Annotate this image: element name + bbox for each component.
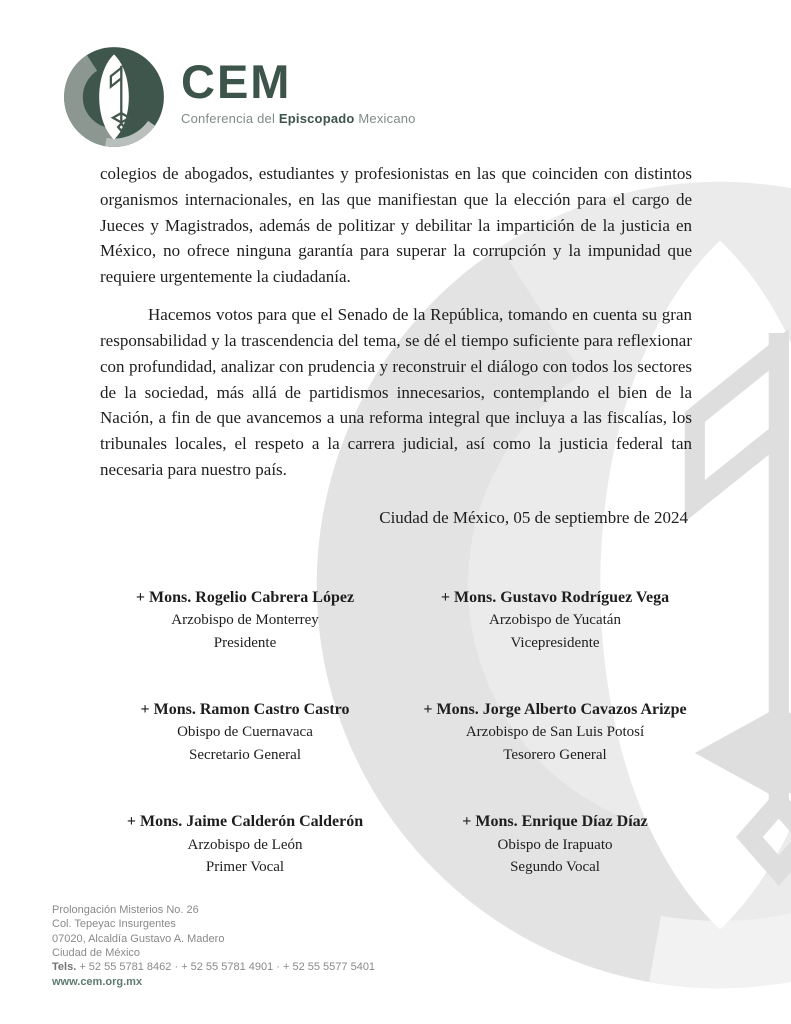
signatory-name: + Mons. Ramon Castro Castro: [140, 701, 350, 719]
address-line: Ciudad de México: [52, 946, 141, 959]
signatory-name: + Mons. Jaime Calderón Calderón: [126, 813, 364, 831]
signatory-title: Arzobispo de Monterrey: [171, 612, 319, 629]
logo-tagline: [181, 111, 416, 126]
signature-block: [90, 810, 400, 878]
cem-logo-icon: [62, 45, 166, 149]
address-line: Prolongación Misterios No. 26: [52, 904, 199, 916]
letter-body: [100, 161, 692, 531]
signatory-title: Arzobispo de San Luis Potosí: [465, 724, 645, 741]
signature-grid: [90, 586, 710, 879]
signatory-name: + Mons. Jorge Alberto Cavazos Arizpe: [423, 701, 687, 719]
signatory-name: + Mons. Enrique Díaz Díaz: [462, 813, 648, 831]
signatory-name: + Mons. Rogelio Cabrera López: [135, 589, 355, 606]
signatory-role: Secretario General: [188, 746, 302, 763]
body-paragraph-1: colegios de abogados, estudiantes y profesionistas en las que coinciden con distintos organismos internacionales, en las que manifiestan que la elección para el cargo de Jueces y Magistrados, además de politizar y debilitar la impartición de la justicia en México, no ofrece ninguna garantía para superar la corrupción y la impunidad que requiere urgentemente la ciudadanía.: [100, 164, 692, 287]
signatory-role: Tesorero General: [503, 746, 607, 763]
phones-label: Tels.: [52, 961, 77, 974]
signatory-title: Obispo de Cuernavaca: [177, 724, 313, 741]
letter-footer: [52, 903, 375, 990]
logo-tagline-suffix: Mexicano: [354, 111, 416, 126]
signatory-title: Arzobispo de León: [187, 836, 303, 853]
phone-numbers: + 52 55 5781 8462 · + 52 55 5781 4901 · + 52 55 5577 5401: [76, 961, 376, 974]
signature-block: [400, 698, 710, 766]
signature-block: [90, 586, 400, 654]
signatory-role: Presidente: [213, 634, 277, 651]
signatory-role: Segundo Vocal: [510, 859, 600, 876]
logo-tagline-bold: Episcopado: [278, 111, 355, 126]
body-paragraph-2: Hacemos votos para que el Senado de la República, tomando en cuenta su gran responsabilidad y la trascendencia del tema, se dé el tiempo suficiente para reflexionar con profundidad, analizar con prudencia y reconstruir el diálogo con todos los sectores de la sociedad, más allá de partidismos innecesarios, contemplando el bien de la Nación, a fin de que avancemos a una reforma integral que incluya a las fiscalías, los tribunales locales, el respeto a la carrera judicial, así como la justicia federal tan necesaria para nuestro país.: [100, 305, 692, 480]
address-line: 07020, Alcaldía Gustavo A. Madero: [52, 932, 225, 945]
signatory-role: Vicepresidente: [510, 634, 600, 651]
logo-tagline-prefix: Conferencia del: [181, 111, 279, 126]
website-link: www.cem.org.mx: [52, 976, 143, 989]
dateline: Ciudad de México, 05 de septiembre de 2024: [379, 507, 688, 527]
address-line: Col. Tepeyac Insurgentes: [52, 918, 176, 931]
signature-block: [400, 586, 710, 654]
letterhead: [62, 45, 416, 149]
signatory-role: Primer Vocal: [205, 859, 285, 876]
signatory-title: Obispo de Irapuato: [497, 836, 613, 853]
signature-block: [90, 698, 400, 766]
phone-line: [52, 960, 375, 974]
logo-text: [181, 45, 416, 126]
logo-acronym: CEM: [181, 55, 292, 108]
signature-block: [400, 810, 710, 878]
signatory-name: + Mons. Gustavo Rodríguez Vega: [440, 589, 670, 606]
signatory-title: Arzobispo de Yucatán: [489, 612, 621, 629]
